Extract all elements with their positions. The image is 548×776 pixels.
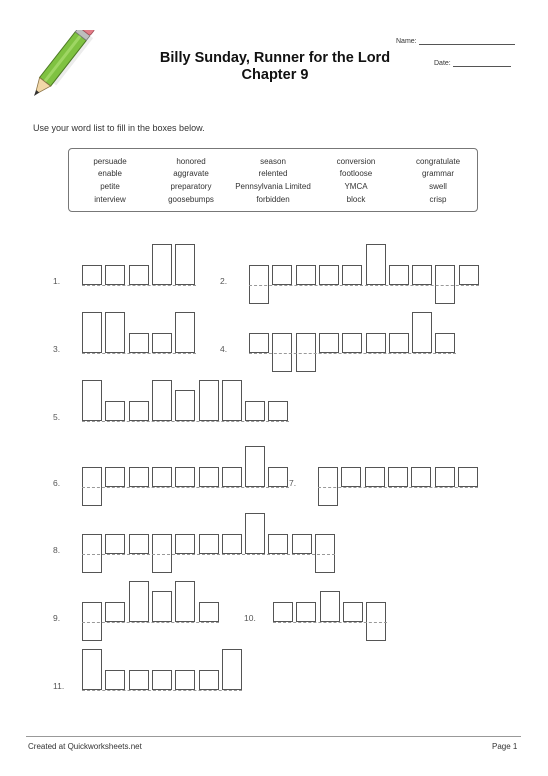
puzzle-number: 9.: [53, 613, 61, 623]
puzzle-number: 1.: [53, 276, 61, 286]
letter-box[interactable]: [199, 670, 219, 690]
letter-box[interactable]: [389, 265, 409, 285]
letter-box[interactable]: [342, 333, 362, 353]
pencil-logo-icon: [26, 30, 96, 102]
letter-box[interactable]: [199, 380, 219, 421]
word-bank-item: block: [346, 195, 366, 204]
name-label: Name:: [396, 38, 417, 45]
date-field[interactable]: [434, 60, 511, 67]
letter-box[interactable]: [273, 602, 293, 622]
letter-box[interactable]: [175, 581, 195, 622]
letter-box[interactable]: [268, 467, 288, 487]
letter-box[interactable]: [222, 380, 242, 421]
letter-box[interactable]: [129, 333, 149, 353]
letter-box[interactable]: [249, 333, 269, 353]
writing-baseline: [318, 487, 478, 488]
word-bank-item: swell: [429, 182, 447, 191]
puzzle-number: 2.: [220, 276, 228, 286]
letter-box[interactable]: [82, 265, 102, 285]
letter-box[interactable]: [105, 602, 125, 622]
writing-baseline: [82, 285, 196, 286]
letter-box[interactable]: [105, 312, 125, 353]
writing-baseline: [249, 285, 479, 286]
letter-box[interactable]: [435, 467, 455, 487]
letter-box[interactable]: [175, 390, 195, 421]
letter-box[interactable]: [129, 581, 149, 622]
letter-box[interactable]: [105, 534, 125, 554]
puzzle-number: 10.: [244, 613, 256, 623]
letter-box[interactable]: [152, 244, 172, 285]
word-bank-item: preparatory: [170, 182, 212, 191]
letter-box[interactable]: [341, 467, 361, 487]
letter-box[interactable]: [343, 602, 363, 622]
writing-baseline: [82, 353, 196, 354]
letter-box[interactable]: [319, 265, 339, 285]
word-bank-item: season: [260, 157, 286, 166]
letter-box[interactable]: [129, 401, 149, 421]
word-bank-item: persuade: [93, 157, 127, 166]
letter-box[interactable]: [296, 265, 316, 285]
puzzle-number: 8.: [53, 545, 61, 555]
letter-box[interactable]: [82, 380, 102, 421]
letter-box[interactable]: [320, 591, 340, 622]
word-bank-item: aggravate: [173, 169, 209, 178]
word-bank-item: petite: [100, 182, 120, 191]
letter-box[interactable]: [435, 333, 455, 353]
letter-box[interactable]: [412, 312, 432, 353]
writing-baseline: [273, 622, 387, 623]
writing-baseline: [249, 353, 456, 354]
letter-box[interactable]: [389, 333, 409, 353]
letter-box[interactable]: [366, 244, 386, 285]
letter-box[interactable]: [152, 380, 172, 421]
letter-box[interactable]: [175, 244, 195, 285]
writing-baseline: [82, 622, 219, 623]
puzzle-number: 7.: [289, 478, 297, 488]
letter-box[interactable]: [175, 467, 195, 487]
writing-baseline: [82, 421, 289, 422]
letter-box[interactable]: [129, 534, 149, 554]
word-bank-item: goosebumps: [168, 195, 214, 204]
letter-box[interactable]: [292, 534, 312, 554]
word-bank-item: Pennsylvania Limited: [235, 182, 311, 191]
letter-box[interactable]: [459, 265, 479, 285]
word-bank-item: enable: [97, 169, 123, 178]
letter-box[interactable]: [199, 602, 219, 622]
letter-box[interactable]: [411, 467, 431, 487]
name-line[interactable]: [419, 44, 515, 45]
word-bank: [68, 148, 478, 212]
word-bank-item: relented: [258, 169, 288, 178]
writing-baseline: [82, 690, 242, 691]
letter-box[interactable]: [129, 265, 149, 285]
word-bank-item: forbidden: [256, 195, 290, 204]
puzzle-number: 4.: [220, 344, 228, 354]
puzzle-number: 6.: [53, 478, 61, 488]
letter-box[interactable]: [222, 534, 242, 554]
instructions: Use your word list to fill in the boxes below.: [33, 123, 205, 133]
letter-box[interactable]: [129, 467, 149, 487]
letter-box[interactable]: [152, 333, 172, 353]
letter-box[interactable]: [199, 534, 219, 554]
word-bank-item: conversion: [336, 157, 376, 166]
puzzle-number: 5.: [53, 412, 61, 422]
letter-box[interactable]: [458, 467, 478, 487]
letter-box[interactable]: [129, 670, 149, 690]
letter-box[interactable]: [365, 467, 385, 487]
letter-box[interactable]: [152, 670, 172, 690]
letter-box[interactable]: [105, 265, 125, 285]
letter-box[interactable]: [82, 649, 102, 690]
writing-baseline: [82, 554, 335, 555]
word-bank-item: interview: [94, 195, 126, 204]
letter-box[interactable]: [175, 312, 195, 353]
letter-box[interactable]: [366, 333, 386, 353]
letter-box[interactable]: [245, 401, 265, 421]
letter-box[interactable]: [388, 467, 408, 487]
letter-box[interactable]: [152, 591, 172, 622]
letter-box[interactable]: [412, 265, 432, 285]
footer-credit: Created at Quickworksheets.net: [28, 742, 142, 751]
puzzle-number: 3.: [53, 344, 61, 354]
word-bank-item: grammar: [421, 169, 454, 178]
word-bank-item: footloose: [339, 169, 373, 178]
letter-box[interactable]: [245, 513, 265, 554]
letter-box[interactable]: [82, 312, 102, 353]
letter-box[interactable]: [152, 467, 172, 487]
name-field[interactable]: [396, 38, 515, 45]
date-line[interactable]: [453, 66, 511, 67]
date-label: Date:: [434, 60, 451, 67]
letter-box[interactable]: [319, 333, 339, 353]
footer-divider: [26, 736, 521, 737]
letter-box[interactable]: [245, 446, 265, 487]
letter-box[interactable]: [222, 467, 242, 487]
letter-box[interactable]: [222, 649, 242, 690]
writing-baseline: [82, 487, 289, 488]
letter-box[interactable]: [105, 401, 125, 421]
letter-box[interactable]: [175, 534, 195, 554]
word-bank-item: congratulate: [415, 157, 461, 166]
letter-box[interactable]: [268, 401, 288, 421]
page-title: Billy Sunday, Runner for the Lord Chapter 9: [159, 50, 391, 83]
word-bank-item: crisp: [429, 195, 447, 204]
letter-box[interactable]: [105, 670, 125, 690]
page-number: Page 1: [492, 742, 518, 751]
letter-box[interactable]: [272, 265, 292, 285]
puzzle-number: 11.: [53, 681, 65, 691]
letter-box[interactable]: [175, 670, 195, 690]
word-bank-item: honored: [176, 157, 206, 166]
letter-box[interactable]: [296, 602, 316, 622]
letter-box[interactable]: [342, 265, 362, 285]
letter-box[interactable]: [199, 467, 219, 487]
letter-box[interactable]: [268, 534, 288, 554]
word-bank-item: YMCA: [344, 182, 368, 191]
letter-box[interactable]: [105, 467, 125, 487]
